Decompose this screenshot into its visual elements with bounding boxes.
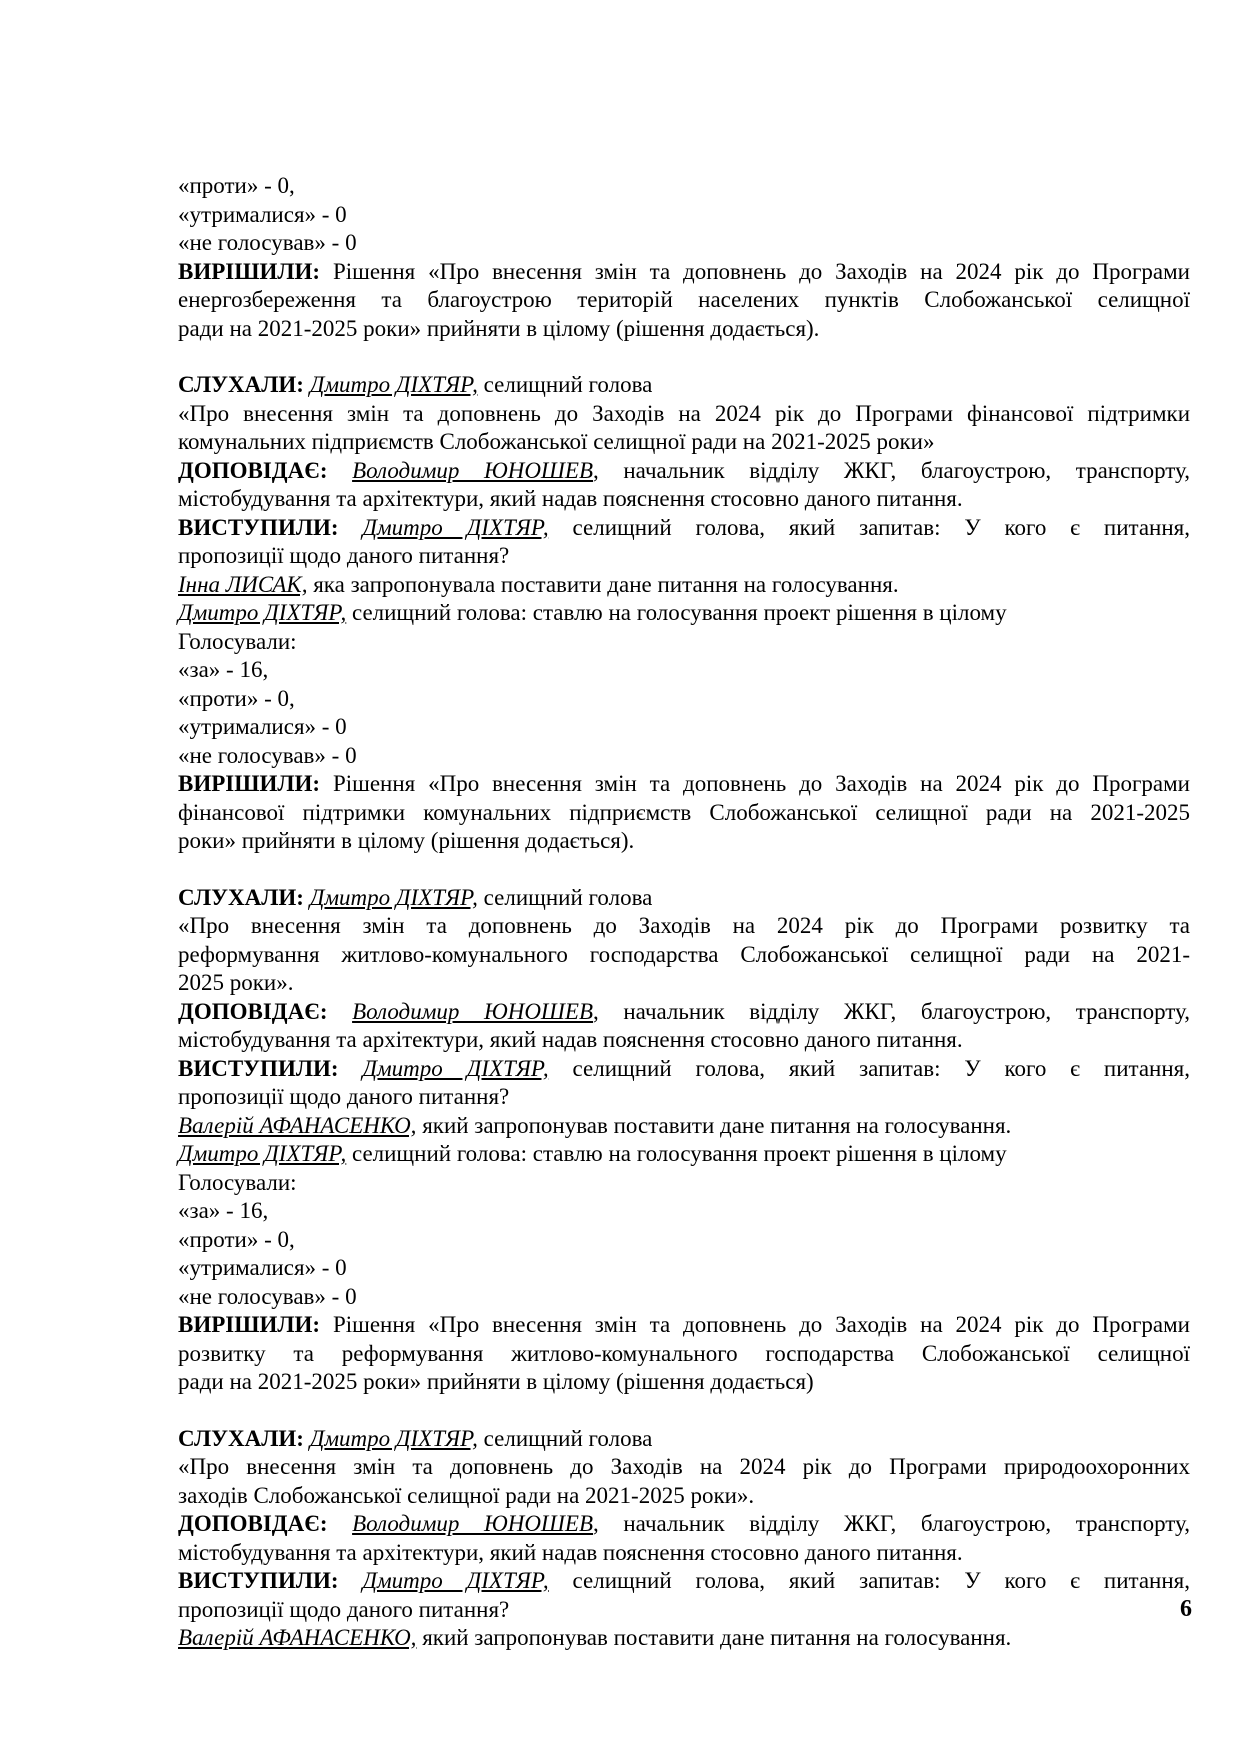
vote-not-voted: «не голосував» - 0 (178, 230, 357, 255)
decision-line: ради на 2021-2025 роки» прийняти в цілому (рішення додається). (178, 315, 820, 341)
proposal-line: Валерій АФАНАСЕНКО, який запропонував поставити дане питання на голосування. (178, 1112, 1012, 1138)
person-name: Дмитро ДІХТЯР, (362, 1568, 549, 1593)
spoke-label: ВИСТУПИЛИ: (178, 1568, 339, 1593)
page-number: 6 (1180, 1596, 1192, 1622)
person-name: Дмитро ДІХТЯР, (309, 1425, 478, 1451)
person-name: Дмитро ДІХТЯР, (362, 514, 549, 540)
vote-abstained: «утрималися» - 0 (178, 201, 347, 227)
vote-not-voted: «не голосував» - 0 (178, 1283, 357, 1309)
decided-label: ВИРІШИЛИ: (178, 771, 321, 796)
reports-line: ДОПОВІДАЄ: Володимир ЮНОШЕВ, начальник відділу ЖКГ, благоустрою, транспорту, (178, 457, 1191, 483)
spoke-line: пропозиції щодо даного питання? (178, 543, 510, 568)
vote-against: «проти» - 0, (178, 1226, 295, 1252)
vote-for: «за» - 16, (178, 1198, 269, 1223)
decision-line: фінансової підтримки комунальних підприємств Слобожанської селищної ради на 2021-2025 (178, 799, 1190, 825)
person-name: Дмитро ДІХТЯР, (178, 1141, 347, 1166)
spoke-line: ВИСТУПИЛИ: Дмитро ДІХТЯР, селищний голова, який запитав: У кого є питання, (178, 514, 1190, 540)
person-name: Дмитро ДІХТЯР, (309, 884, 478, 910)
vote-intro-line: Дмитро ДІХТЯР, селищний голова: ставлю на голосування проект рішення в цілому (178, 600, 1007, 625)
person-name: Володимир ЮНОШЕВ (352, 998, 594, 1024)
decided-label: ВИРІШИЛИ: (178, 258, 321, 284)
reports-line: містобудування та архітектури, який надав пояснення стосовно даного питання. (178, 1027, 963, 1052)
vote-against: «проти» - 0, (178, 685, 295, 711)
section-2 (178, 884, 1190, 1397)
spoke-line: ВИСТУПИЛИ: Дмитро ДІХТЯР, селищний голова, який запитав: У кого є питання, (178, 1568, 1190, 1593)
reports-label: ДОПОВІДАЄ: (178, 998, 328, 1024)
heard-label: СЛУХАЛИ: (178, 884, 304, 910)
proposal-line: Інна ЛИСАК, яка запропонувала поставити дане питання на голосування. (178, 571, 899, 597)
reports-label: ДОПОВІДАЄ: (178, 1511, 328, 1536)
vote-intro-line: Дмитро ДІХТЯР, селищний голова: ставлю на голосування проект рішення в цілому (178, 1141, 1007, 1166)
person-name: Інна ЛИСАК, (178, 571, 308, 597)
agenda-title-line: «Про внесення змін та доповнень до Заходів на 2024 рік до Програми фінансової підтримки (178, 400, 1190, 426)
person-name: Дмитро ДІХТЯР, (178, 600, 347, 625)
reports-line: ДОПОВІДАЄ: Володимир ЮНОШЕВ, начальник відділу ЖКГ, благоустрою, транспорту, (178, 998, 1191, 1024)
person-name: Валерій АФАНАСЕНКО, (178, 1625, 417, 1650)
agenda-title-line: «Про внесення змін та доповнень до Заходів на 2024 рік до Програми природоохоронних (178, 1454, 1190, 1479)
decision-line: ВИРІШИЛИ: Рішення «Про внесення змін та доповнень до Заходів на 2024 рік до Програми (178, 1312, 1190, 1337)
decision-line: розвитку та реформування житлово-комунального господарства Слобожанської селищної (178, 1340, 1190, 1366)
decided-label: ВИРІШИЛИ: (178, 1312, 321, 1337)
person-name: Володимир ЮНОШЕВ (352, 1511, 594, 1536)
spoke-line: пропозиції щодо даного питання? (178, 1596, 510, 1622)
section-3 (178, 1425, 1190, 1653)
decision-line: енергозбереження та благоустрою територій населених пунктів Слобожанської селищної (178, 287, 1190, 312)
section-0-decision (178, 258, 1190, 344)
agenda-title-line: реформування житлово-комунального господарства Слобожанської селищної ради на 2021- (178, 941, 1190, 967)
agenda-title-line: «Про внесення змін та доповнень до Заходів на 2024 рік до Програми розвитку та (178, 913, 1190, 938)
section-1 (178, 371, 1190, 856)
spoke-label: ВИСТУПИЛИ: (178, 514, 339, 540)
heard-label: СЛУХАЛИ: (178, 1425, 304, 1451)
person-name: Валерій АФАНАСЕНКО, (178, 1112, 417, 1138)
spoke-line: пропозиції щодо даного питання? (178, 1084, 510, 1109)
heard-label: СЛУХАЛИ: (178, 372, 304, 397)
person-name: Дмитро ДІХТЯР, (362, 1055, 549, 1081)
reports-line: містобудування та архітектури, який надав пояснення стосовно даного питання. (178, 486, 963, 511)
voted-label: Голосували: (178, 1169, 297, 1195)
vote-not-voted: «не голосував» - 0 (178, 742, 357, 768)
reports-line: ДОПОВІДАЄ: Володимир ЮНОШЕВ, начальник відділу ЖКГ, благоустрою, транспорту, (178, 1511, 1191, 1536)
decision-line (178, 258, 1190, 287)
voted-label: Голосували: (178, 628, 297, 654)
reports-line: містобудування та архітектури, який надав пояснення стосовно даного питання. (178, 1539, 963, 1565)
agenda-title-line: 2025 роки». (178, 970, 294, 995)
vote-abstained: «утрималися» - 0 (178, 1255, 347, 1280)
heard-line: СЛУХАЛИ: Дмитро ДІХТЯР, селищний голова (178, 884, 653, 910)
decision-line: роки» прийняти в цілому (рішення додається). (178, 828, 635, 853)
reports-label: ДОПОВІДАЄ: (178, 457, 328, 483)
heard-line: СЛУХАЛИ: Дмитро ДІХТЯР, селищний голова (178, 372, 653, 397)
document-page (178, 172, 1190, 1653)
decision-text: Рішення «Про внесення змін та доповнень до Заходів на 2024 рік до Програми (320, 258, 1190, 284)
person-name: Дмитро ДІХТЯР, (309, 372, 478, 397)
decision-line: ради на 2021-2025 роки» прийняти в цілому (рішення додається) (178, 1369, 814, 1394)
section-0-votes (178, 172, 1190, 258)
person-name: Володимир ЮНОШЕВ (352, 457, 594, 483)
agenda-title-line: заходів Слобожанської селищної ради на 2021-2025 роки». (178, 1482, 755, 1508)
heard-line: СЛУХАЛИ: Дмитро ДІХТЯР, селищний голова (178, 1425, 653, 1451)
vote-against: «проти» - 0, (178, 173, 295, 198)
agenda-title-line: комунальних підприємств Слобожанської селищної ради на 2021-2025 роки» (178, 429, 935, 454)
spoke-line: ВИСТУПИЛИ: Дмитро ДІХТЯР, селищний голова, який запитав: У кого є питання, (178, 1055, 1190, 1081)
spoke-label: ВИСТУПИЛИ: (178, 1055, 339, 1081)
proposal-line: Валерій АФАНАСЕНКО, який запропонував поставити дане питання на голосування. (178, 1625, 1012, 1650)
decision-line: ВИРІШИЛИ: Рішення «Про внесення змін та доповнень до Заходів на 2024 рік до Програми (178, 771, 1190, 796)
vote-abstained: «утрималися» - 0 (178, 714, 347, 739)
vote-for: «за» - 16, (178, 657, 269, 682)
